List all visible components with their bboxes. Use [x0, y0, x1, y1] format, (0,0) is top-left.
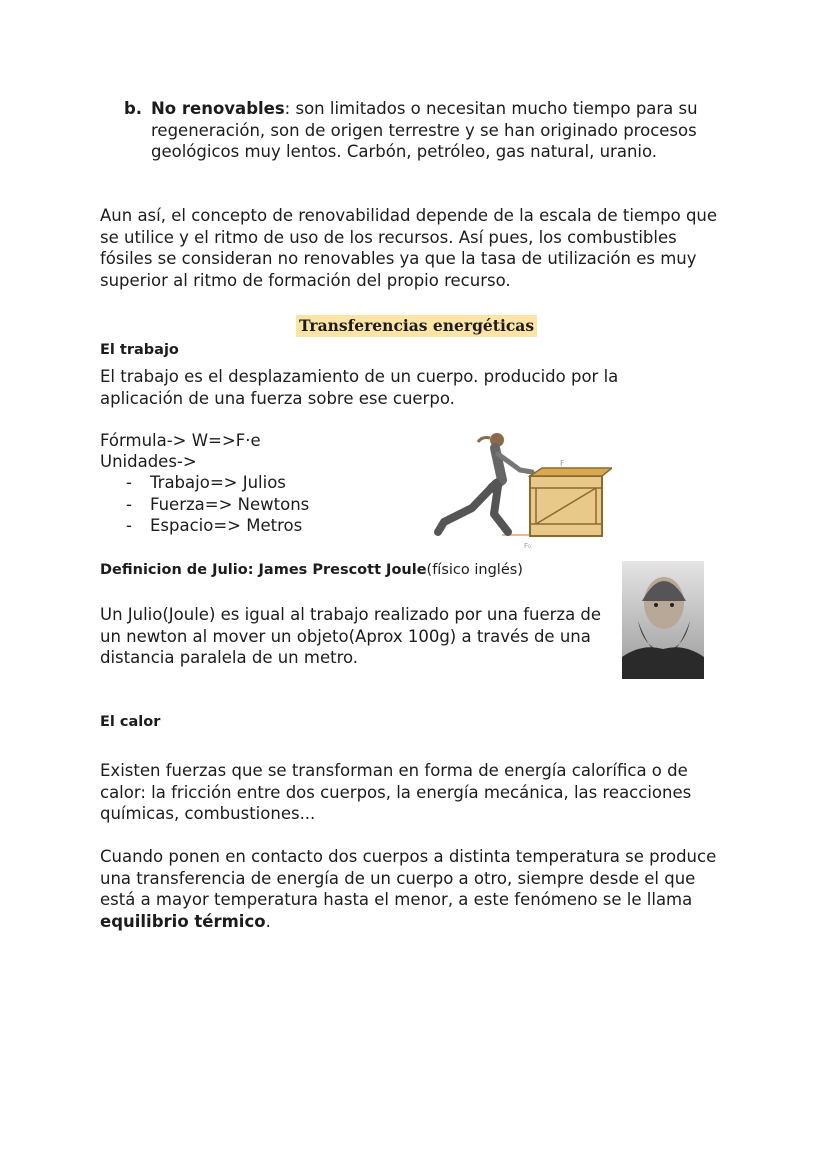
list-item: - Espacio=> Metros	[126, 516, 303, 535]
person-pushing-box-illustration	[432, 428, 612, 556]
list-item: - Trabajo=> Julios	[126, 473, 286, 492]
formula-text: Fórmula-> W=>F·e	[100, 431, 261, 450]
heading-trabajo: El trabajo	[100, 342, 179, 358]
heading-calor: El calor	[100, 714, 161, 730]
term-description: : son limitados o necesitan mucho tiempo para su regeneración, son de origen terrestre y se han originado procesos geológicos muy lentos. Carbón, petróleo, gas natural, uranio.	[151, 99, 698, 161]
equilibrio-termico-term: equilibrio térmico	[100, 911, 266, 931]
heading-definicion-julio: Definicion de Julio: James Prescott Joule(físico inglés)	[100, 562, 523, 578]
list-item-no-renovables	[124, 98, 724, 163]
section-title: Transferencias energéticas	[296, 315, 537, 337]
friction-label: F₀	[524, 542, 531, 550]
paragraph-calor-2: Cuando ponen en contacto dos cuerpos a distinta temperatura se produce una transferencia de energía de un cuerpo a otro, siempre desde el que está a mayor temperatura hasta el menor, a este fenómeno se le llama equilibrio térmico.	[100, 847, 717, 931]
paragraph-renovabilidad: Aun así, el concepto de renovabilidad depende de la escala de tiempo que se utilice y el ritmo de uso de los recursos. Así pues, los combustibles fósiles se consideran no renovables ya que la tasa de utilización es muy superior al ritmo de formación del propio recurso.	[100, 206, 718, 290]
units-list	[124, 472, 309, 537]
term-no-renovables: No renovables	[151, 99, 285, 118]
force-label: F	[560, 459, 565, 468]
paragraph-trabajo-definition: El trabajo es el desplazamiento de un cuerpo. producido por la aplicación de una fuerza sobre ese cuerpo.	[100, 367, 619, 408]
list-item: - Fuerza=> Newtons	[126, 494, 310, 514]
units-label: Unidades->	[100, 452, 197, 471]
list-marker: b.	[124, 99, 143, 118]
james-joule-portrait	[622, 561, 704, 679]
paragraph-calor-1: Existen fuerzas que se transforman en forma de energía calorífica o de calor: la fricción entre dos cuerpos, la energía mecánica, las reacciones químicas, combustiones...	[100, 761, 692, 823]
wooden-box-icon	[530, 468, 612, 536]
paragraph-julio: Un Julio(Joule) es igual al trabajo realizado por una fuerza de un newton al mover un objeto(Aprox 100g) a través de una distancia paralela de un metro.	[100, 605, 602, 667]
